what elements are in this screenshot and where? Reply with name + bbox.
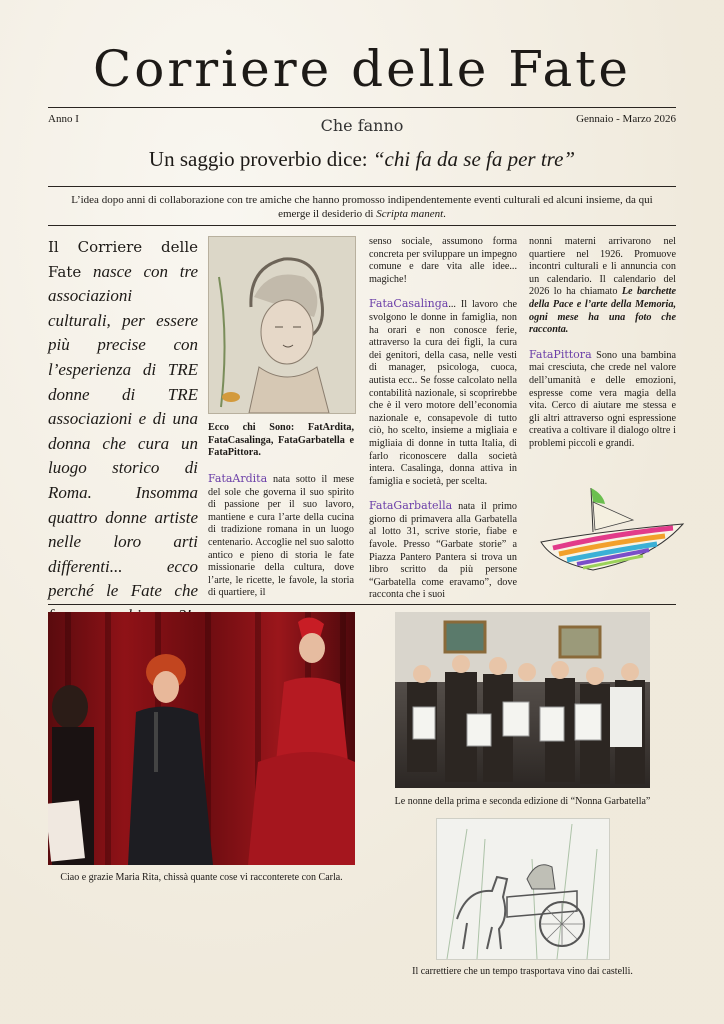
fata-ardita-text: nata sotto il mese del sole che governa il suo spirito di passione per il suo lavoro, mantiene e cura l’arte della cucina di tradizione romana in un luogo centenario. Accoglie nel suo salotto antico e pieno di storia le fate missionarie della cultura, dove l’arte, le ricette, le favole, la storia di quartiere, il [208, 474, 354, 599]
issue-number: Anno I [48, 113, 79, 125]
lead-title: Il Corriere delle Fate [48, 238, 198, 281]
portrait-sketch-icon [209, 237, 355, 413]
subheadline-title: Scripta manent [376, 208, 444, 220]
fata-casalinga-article [369, 298, 517, 488]
col4-intro-text: nonni materni arrivarono nel quartiere nel 1926. Promuove incontri culturali e li annuncia con un calendario. Il calendario del 2026 lo ha chiamato [529, 236, 676, 298]
section-name: Che fanno [320, 116, 404, 135]
headline-quote: “chi fa da se fa per tre” [372, 147, 576, 171]
cart-drawing [436, 818, 610, 960]
headline-rule [48, 186, 676, 187]
fata-pittora-text: Sono una bambina mai cresciuta, che crede nel valore dell’umanità e delle emozioni, espresse come vera magia della vita. Cerco di aiutare me stessa e gli altri attraverso ogni espressione creativa a coltivare il dialogo oltre i problemi piccoli e grandi. [529, 349, 676, 449]
portrait-caption: Ecco chi Sono: FatArdita, FataCasalinga, FataGarbatella e FataPittora. [208, 422, 354, 459]
cart-sketch-icon [437, 819, 609, 959]
column-four [529, 236, 676, 451]
subheadline-rule [48, 225, 676, 226]
fata-pittora-tag: FataPittora [529, 347, 592, 361]
subheadline-text: L’idea dopo anni di collaborazione con tre amiche che hanno promosso indipendentemente eventi culturali ed alcuni insieme, da qui emerge il desiderio di [71, 194, 653, 220]
fata-casalinga-tag: FataCasalinga [369, 297, 449, 311]
calendar-title: Le barchette della Pace e l’arte della Memoria, ogni mese ha una foto che racconta. [529, 286, 676, 336]
issue-date: Gennaio - Marzo 2026 [576, 113, 676, 125]
fata-garbatella-tag: FataGarbatella [369, 499, 453, 513]
fata-garbatella-text: nata il primo giorno di primavera alla Garbatella al lotto 31, scrive storie, fiabe e favole. Presso “Garbate storie” a Piazza Pantero Pantera si trova un libro scritto da più persone “Garbatella come eravamo”, dove racconta che i suoi [369, 501, 517, 601]
lead-article [48, 235, 198, 629]
headline [0, 147, 724, 172]
col3-intro: senso sociale, assumono forma concreta per sviluppare un impegno comune e dare vita alle idee... magiche! [369, 236, 517, 285]
masthead-title: Corriere delle Fate [93, 40, 631, 98]
stage-photo-image [48, 612, 355, 865]
fata-pittora-article [529, 349, 676, 451]
nonne-photo-caption: Le nonne della prima e seconda edizione di “Nonna Garbatella” [394, 796, 651, 807]
lead-text: nasce con tre associazioni culturali, per essere più precise con l’esperienza di TRE donne di TRE associazioni e di una donna che cura un luogo storico di Roma. Insomma quattro donne artiste nelle loro arti differenti... ecco perché le Fate che [48, 261, 198, 601]
col4-intro [529, 236, 676, 337]
fata-casalinga-text: ... Il lavoro che svolgono le donne in famiglia, non ha orari e non conosce ferie, attraverso la cura dei figli, la cura dei genitori, della casa, nelle vesti di manager, psicologa, cuoca, autista ecc.. Se fosse calcolato nella contabilità nazionale, si scoprirebbe che è il vero motore dell’economia nazionale e, consapevole di tutto ciò, ho scelto, insieme a migliaia e migliaia di donne in tutta Italia, di farlo riconoscere dalla società intera. Casalinga, donna attiva in famiglia e società, per scelta. [369, 299, 517, 487]
fata-ardita-article [208, 473, 354, 600]
cart-drawing-caption: Il carrettiere che un tempo trasportava vino dai castelli. [412, 966, 633, 977]
headline-prefix: Un saggio proverbio dice: [148, 147, 373, 171]
photo-section-rule [48, 604, 676, 605]
nonne-photo-image [395, 612, 650, 788]
subheadline [60, 193, 664, 221]
fata-ardita-tag: FataArdita [208, 472, 268, 485]
column-three [369, 236, 517, 602]
masthead-rule-top [48, 107, 676, 108]
stage-photo-caption: Ciao e grazie Maria Rita, chissà quante cose vi racconterete con Carla. [60, 872, 343, 883]
portrait-drawing [208, 236, 356, 414]
stage-photo [48, 612, 355, 865]
fata-garbatella-article [369, 500, 517, 602]
boat-icon [533, 480, 693, 580]
paper-boat-drawing [533, 480, 693, 580]
subheadline-end: . [443, 208, 446, 220]
nonne-photo [395, 612, 650, 788]
